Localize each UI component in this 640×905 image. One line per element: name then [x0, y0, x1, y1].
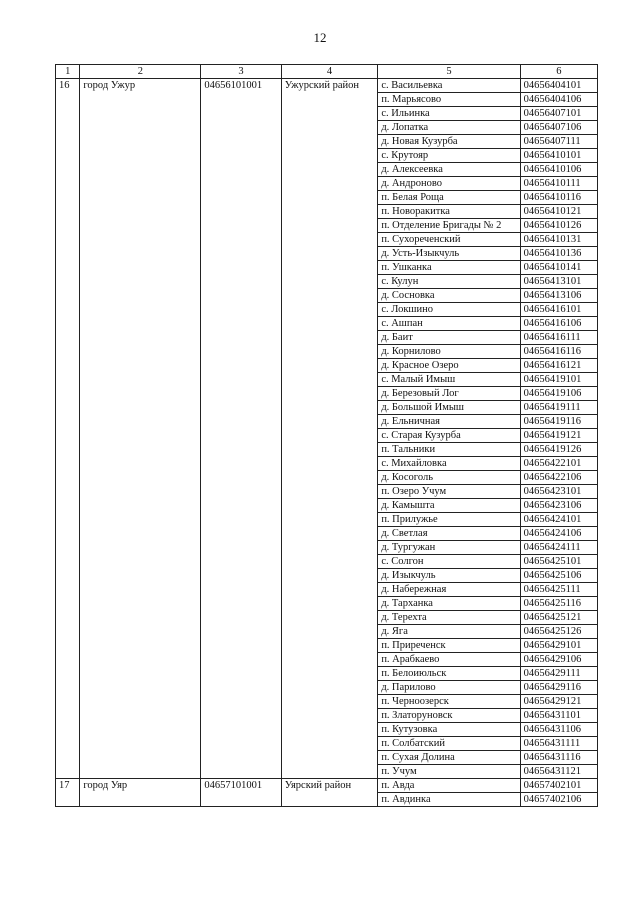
settlement-code: 04656419126 [520, 443, 597, 457]
settlement-code: 04656410141 [520, 261, 597, 275]
settlement-name: д. Березовый Лог [378, 387, 520, 401]
settlement-name: д. Алексеевка [378, 163, 520, 177]
settlement-name: д. Камышта [378, 499, 520, 513]
settlement-name: п. Сухая Долина [378, 751, 520, 765]
settlement-name: п. Марьясово [378, 93, 520, 107]
settlement-code: 04656404101 [520, 79, 597, 93]
settlement-name: д. Тургужан [378, 541, 520, 555]
settlement-code: 04656419111 [520, 401, 597, 415]
table-row [56, 779, 598, 793]
settlement-name: с. Локшино [378, 303, 520, 317]
settlement-name: д. Усть-Изыкчуль [378, 247, 520, 261]
settlement-name: д. Яга [378, 625, 520, 639]
settlement-name: п. Арабкаево [378, 653, 520, 667]
settlement-name: с. Кулун [378, 275, 520, 289]
settlement-name: д. Светлая [378, 527, 520, 541]
settlement-name: с. Васильевка [378, 79, 520, 93]
settlement-code: 04656410111 [520, 177, 597, 191]
settlement-code: 04656407106 [520, 121, 597, 135]
settlement-name: д. Большой Имыш [378, 401, 520, 415]
city-code: 04656101001 [201, 79, 281, 779]
settlement-code: 04656419116 [520, 415, 597, 429]
settlement-code: 04656425121 [520, 611, 597, 625]
settlement-code: 04656422101 [520, 457, 597, 471]
column-header-2: 2 [80, 65, 201, 79]
settlement-code: 04656419101 [520, 373, 597, 387]
settlement-code: 04656419106 [520, 387, 597, 401]
settlement-code: 04656410121 [520, 205, 597, 219]
settlement-code: 04656425116 [520, 597, 597, 611]
settlement-code: 04656410106 [520, 163, 597, 177]
settlement-name: п. Сухореченский [378, 233, 520, 247]
settlement-code: 04656431101 [520, 709, 597, 723]
settlement-name: п. Белоиюльск [378, 667, 520, 681]
settlement-name: п. Учум [378, 765, 520, 779]
settlement-name: д. Тарханка [378, 597, 520, 611]
settlement-code: 04657402101 [520, 779, 597, 793]
settlement-name: д. Новая Кузурба [378, 135, 520, 149]
settlement-name: с. Солгон [378, 555, 520, 569]
settlement-name: д. Набережная [378, 583, 520, 597]
settlement-name: с. Старая Кузурба [378, 429, 520, 443]
column-header-1: 1 [56, 65, 80, 79]
settlement-code: 04656410136 [520, 247, 597, 261]
settlement-code: 04656425111 [520, 583, 597, 597]
settlement-code: 04656431111 [520, 737, 597, 751]
settlement-code: 04657402106 [520, 793, 597, 807]
settlement-code: 04656424101 [520, 513, 597, 527]
settlement-name: с. Крутояр [378, 149, 520, 163]
settlement-name: д. Баит [378, 331, 520, 345]
settlement-code: 04656413101 [520, 275, 597, 289]
settlement-code: 04656429116 [520, 681, 597, 695]
settlement-code: 04656413106 [520, 289, 597, 303]
settlement-code: 04656429106 [520, 653, 597, 667]
settlement-name: п. Новоракитка [378, 205, 520, 219]
settlement-code: 04656416121 [520, 359, 597, 373]
column-header-3: 3 [201, 65, 281, 79]
settlement-code: 04656410131 [520, 233, 597, 247]
settlement-code: 04656429121 [520, 695, 597, 709]
settlement-code: 04656416101 [520, 303, 597, 317]
settlement-name: д. Косоголь [378, 471, 520, 485]
column-header-row [56, 65, 598, 79]
settlement-name: п. Белая Роща [378, 191, 520, 205]
settlement-name: с. Ильинка [378, 107, 520, 121]
settlement-name: п. Черноозерск [378, 695, 520, 709]
group-number: 16 [56, 79, 80, 779]
settlement-name: с. Малый Имыш [378, 373, 520, 387]
settlement-name: д. Сосновка [378, 289, 520, 303]
city-code: 04657101001 [201, 779, 281, 807]
settlement-code: 04656424111 [520, 541, 597, 555]
settlement-code: 04656410101 [520, 149, 597, 163]
settlement-name: д. Парилово [378, 681, 520, 695]
settlement-code: 04656431121 [520, 765, 597, 779]
settlement-code: 04656431106 [520, 723, 597, 737]
settlement-name: п. Авда [378, 779, 520, 793]
settlement-name: с. Михайловка [378, 457, 520, 471]
settlement-name: п. Прилужье [378, 513, 520, 527]
city-name: город Ужур [80, 79, 201, 779]
settlement-name: п. Солбатский [378, 737, 520, 751]
settlement-name: д. Изыкчуль [378, 569, 520, 583]
column-header-4: 4 [281, 65, 378, 79]
settlement-code: 04656422106 [520, 471, 597, 485]
group-number: 17 [56, 779, 80, 807]
district-name: Ужурский район [281, 79, 378, 779]
settlement-name: с. Ашпан [378, 317, 520, 331]
settlement-code: 04656407101 [520, 107, 597, 121]
settlement-code: 04656410116 [520, 191, 597, 205]
settlement-code: 04656423101 [520, 485, 597, 499]
settlement-code: 04656425106 [520, 569, 597, 583]
table-body [56, 79, 598, 807]
settlement-code: 04656407111 [520, 135, 597, 149]
settlement-name: п. Кутузовка [378, 723, 520, 737]
settlements-table [55, 64, 598, 807]
settlement-name: п. Приреченск [378, 639, 520, 653]
settlement-name: д. Корнилово [378, 345, 520, 359]
settlement-name: п. Озеро Учум [378, 485, 520, 499]
settlement-name: д. Красное Озеро [378, 359, 520, 373]
settlement-code: 04656431116 [520, 751, 597, 765]
settlement-code: 04656425101 [520, 555, 597, 569]
page-number: 12 [313, 30, 327, 45]
settlement-code: 04656416116 [520, 345, 597, 359]
settlement-name: д. Лопатка [378, 121, 520, 135]
settlement-code: 04656429111 [520, 667, 597, 681]
settlement-code: 04656425126 [520, 625, 597, 639]
column-header-5: 5 [378, 65, 520, 79]
settlement-code: 04656424106 [520, 527, 597, 541]
settlement-name: д. Андроново [378, 177, 520, 191]
settlement-name: д. Ельничная [378, 415, 520, 429]
settlement-code: 04656410126 [520, 219, 597, 233]
table-row [56, 79, 598, 93]
settlement-name: п. Златоруновск [378, 709, 520, 723]
settlement-name: п. Отделение Бригады № 2 [378, 219, 520, 233]
settlement-code: 04656416111 [520, 331, 597, 345]
settlement-code: 04656416106 [520, 317, 597, 331]
settlement-code: 04656423106 [520, 499, 597, 513]
city-name: город Уяр [80, 779, 201, 807]
settlement-code: 04656429101 [520, 639, 597, 653]
settlement-name: п. Авдинка [378, 793, 520, 807]
settlement-code: 04656419121 [520, 429, 597, 443]
settlement-code: 04656404106 [520, 93, 597, 107]
district-name: Уярский район [281, 779, 378, 807]
settlement-name: д. Терехта [378, 611, 520, 625]
column-header-6: 6 [520, 65, 597, 79]
settlement-name: п. Тальники [378, 443, 520, 457]
settlement-name: п. Ушканка [378, 261, 520, 275]
